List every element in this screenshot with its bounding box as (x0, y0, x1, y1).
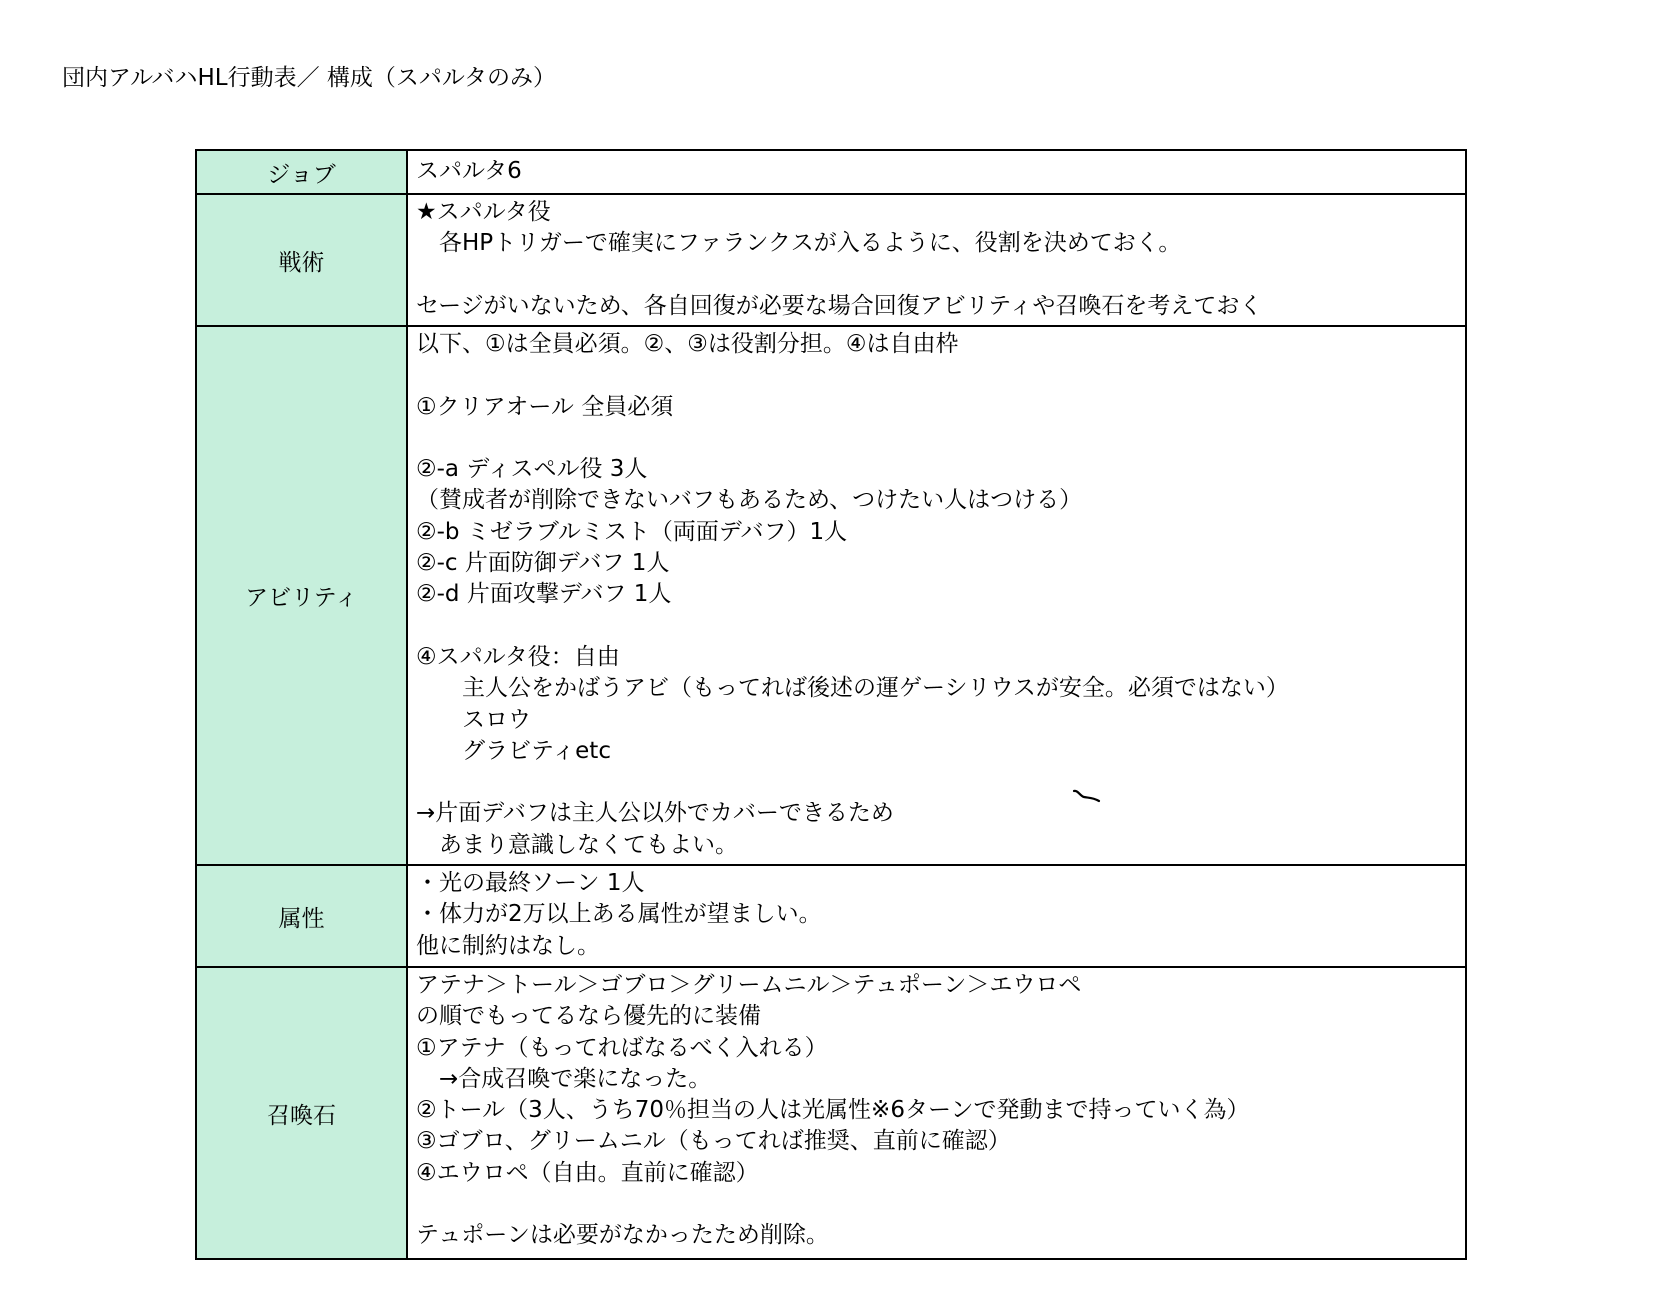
row-job (196, 150, 1466, 194)
text-line: ③ゴブロ、グリームニル（もってれば推奨、直前に確認） (416, 1128, 1011, 1155)
pen-scribble-mark (1072, 788, 1102, 808)
text-line: ②-b ミゼラブルミスト（両面デバフ）1人 (416, 518, 848, 545)
summon-label: 召喚石 (196, 967, 407, 1259)
ability-lines (416, 329, 1457, 861)
element-content (407, 865, 1466, 967)
text-line: 以下、①は全員必須。②、③は役割分担。④は自由枠 (416, 331, 959, 357)
text-line: あまり意識しなくてもよい。 (416, 831, 738, 858)
row-ability (196, 326, 1466, 865)
text-line: ④スパルタ役：自由 (416, 643, 620, 670)
text-line: ②トール（3人、うち70％担当の人は光属性※6ターンで発動まで持っていく為） (416, 1097, 1250, 1124)
text-line: 主人公をかばうアビ（もってれば後述の運ゲーシリウスが安全。必須ではない） (416, 675, 1289, 702)
text-line: ①クリアオール 全員必須 (416, 393, 674, 420)
text-line: ④エウロペ（自由。直前に確認） (416, 1159, 759, 1186)
ability-label: アビリティ (196, 326, 407, 865)
text-line: ★スパルタ役 (416, 199, 551, 225)
text-line: スパルタ6 (416, 158, 522, 184)
text-line: ・体力が2万以上ある属性が望ましい。 (416, 901, 822, 928)
tactics-label: 戦術 (196, 194, 407, 326)
job-label: ジョブ (196, 150, 407, 194)
text-line: セージがいないため、各自回復が必要な場合回復アビリティや召喚石を考えておく (416, 292, 1263, 319)
summon-content (407, 967, 1466, 1259)
summon-lines (416, 970, 1457, 1252)
text-line: ②-d 片面攻撃デバフ 1人 (416, 581, 672, 608)
text-line (416, 611, 1457, 642)
document-title: 団内アルバハHL行動表／ 構成（スパルタのみ） (62, 65, 556, 91)
text-line (416, 260, 1457, 291)
text-line: →合成召喚で楽になった。 (416, 1065, 712, 1092)
text-line: ②-c 片面防御デバフ 1人 (416, 550, 670, 577)
text-line (416, 423, 1457, 454)
text-line: ・光の最終ソーン 1人 (416, 870, 645, 896)
row-tactics (196, 194, 1466, 326)
job-content (407, 150, 1466, 194)
row-summon (196, 967, 1466, 1259)
text-line: （賛成者が削除できないバフもあるため、つけたい人はつける） (416, 487, 1083, 514)
element-lines (416, 868, 1457, 962)
tactics-content (407, 194, 1466, 326)
tactics-lines (416, 197, 1457, 322)
party-plan-table (195, 149, 1467, 1260)
text-line: スロウ (416, 706, 531, 733)
text-line: テュポーンは必要がなかったため削除。 (416, 1222, 829, 1249)
text-line: →片面デバフは主人公以外でカバーできるため (416, 800, 894, 827)
row-element (196, 865, 1466, 967)
text-line: の順でもってるなら優先的に装備 (416, 1003, 761, 1030)
text-line: ②-a ディスペル役 3人 (416, 456, 648, 483)
ability-content (407, 326, 1466, 865)
job-lines (416, 153, 1457, 189)
text-line: アテナ＞トール＞ゴブロ＞グリームニル＞テュポーン＞エウロペ (416, 972, 1082, 998)
text-line (416, 767, 1457, 798)
text-line: グラビティetc (416, 737, 611, 764)
text-line: ①アテナ（もってればなるべく入れる） (416, 1034, 828, 1061)
text-line (416, 360, 1457, 391)
element-label: 属性 (196, 865, 407, 967)
text-line: 各HPトリガーで確実にファランクスが入るように、役割を決めておく。 (416, 230, 1182, 257)
text-line (416, 1189, 1457, 1220)
text-line: 他に制約はなし。 (416, 932, 600, 959)
